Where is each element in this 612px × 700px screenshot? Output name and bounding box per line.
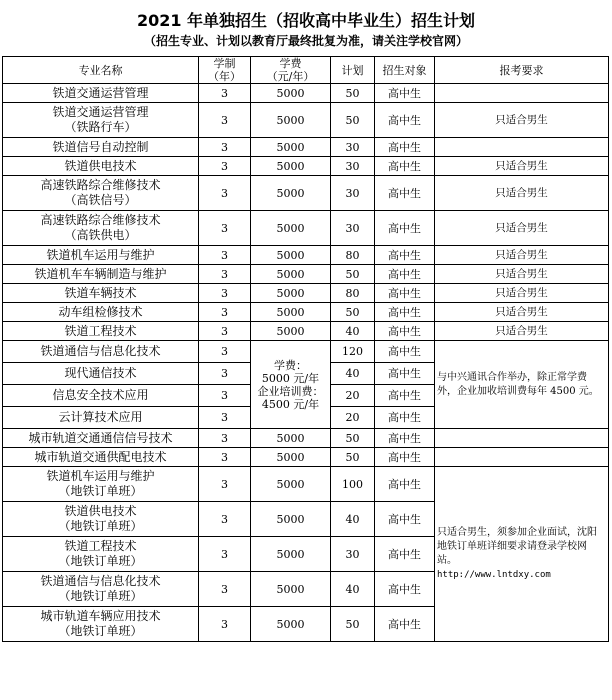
requirement-cell: 只适合男生: [435, 322, 609, 341]
years-cell: 3: [199, 607, 251, 642]
target-cell: 高中生: [375, 363, 435, 385]
header-target: 招生对象: [375, 57, 435, 84]
target-cell: 高中生: [375, 607, 435, 642]
plan-cell: 50: [331, 84, 375, 103]
requirement-cell: 只适合男生: [435, 284, 609, 303]
target-cell: 高中生: [375, 138, 435, 157]
major-name: [3, 303, 199, 322]
plan-cell: 30: [331, 211, 375, 246]
fee-line: 学费：: [274, 358, 307, 372]
major-name: 城市轨道交通供配电技术: [3, 448, 199, 467]
major-name: 现代通信技术: [3, 363, 199, 385]
major-name: [3, 103, 199, 138]
major-name-line: 铁道信号自动控制: [52, 139, 149, 154]
header-fee: 学费 （元/年）: [251, 57, 331, 84]
major-name-line: 铁道交通运营管理: [52, 105, 149, 119]
major-name: [3, 537, 199, 572]
table-row: [3, 157, 609, 176]
header-major: 专业名称: [3, 57, 199, 84]
fee-cell: 5000: [251, 84, 331, 103]
fee-cell: 5000: [251, 246, 331, 265]
fee-cell: 5000: [251, 303, 331, 322]
table-row: [3, 284, 609, 303]
years-cell: 3: [199, 385, 251, 407]
major-name: [3, 246, 199, 265]
target-cell: 高中生: [375, 467, 435, 502]
target-cell: 高中生: [375, 322, 435, 341]
fee-cell: 5000: [251, 265, 331, 284]
fee-cell: 5000: [251, 284, 331, 303]
major-name-line: 铁道通信与信息化技术: [40, 574, 161, 588]
requirement-cell: 只适合男生: [435, 157, 609, 176]
target-cell: 高中生: [375, 84, 435, 103]
major-name: 铁道通信与信息化技术: [3, 341, 199, 363]
table-row: [3, 322, 609, 341]
major-name-line: 高速铁路综合维修技术: [40, 178, 161, 192]
header-requirement: 报考要求: [435, 57, 609, 84]
major-name: 云计算技术应用: [3, 407, 199, 429]
table-row: [3, 341, 609, 363]
plan-cell: 50: [331, 607, 375, 642]
target-cell: 高中生: [375, 211, 435, 246]
target-cell: 高中生: [375, 246, 435, 265]
target-cell: 高中生: [375, 429, 435, 448]
requirement-cell: 只适合男生: [435, 265, 609, 284]
major-name: [3, 157, 199, 176]
years-cell: 3: [199, 138, 251, 157]
target-cell: 高中生: [375, 341, 435, 363]
plan-cell: 80: [331, 284, 375, 303]
table-row: [3, 211, 609, 246]
major-name: [3, 467, 199, 502]
table-row: [3, 265, 609, 284]
fee-cell: 5000: [251, 157, 331, 176]
fee-cell: 5000: [251, 211, 331, 246]
major-name-line: （高铁信号）: [64, 193, 137, 207]
enrollment-table: [2, 56, 609, 642]
requirement-cell: [435, 448, 609, 467]
major-name-line: （地铁订单班）: [58, 589, 143, 603]
school-website-url: http://www.lntdxy.com: [437, 570, 551, 580]
major-name-line: （地铁订单班）: [58, 484, 143, 498]
target-cell: 高中生: [375, 385, 435, 407]
fee-line: 5000 元/年: [261, 371, 320, 385]
target-cell: 高中生: [375, 448, 435, 467]
metro-note: [435, 467, 609, 642]
fee-cell: 5000: [251, 537, 331, 572]
target-cell: 高中生: [375, 502, 435, 537]
target-cell: 高中生: [375, 303, 435, 322]
header-row: [3, 57, 609, 84]
major-name: 信息安全技术应用: [3, 385, 199, 407]
years-cell: 3: [199, 284, 251, 303]
fee-cell: 5000: [251, 138, 331, 157]
table-row: [3, 448, 609, 467]
major-name: [3, 176, 199, 211]
major-name-line: 铁道工程技术: [64, 539, 137, 553]
plan-cell: 30: [331, 138, 375, 157]
plan-cell: 20: [331, 385, 375, 407]
plan-cell: 100: [331, 467, 375, 502]
plan-cell: 40: [331, 322, 375, 341]
years-cell: 3: [199, 211, 251, 246]
major-name: [3, 607, 199, 642]
requirement-cell: [435, 138, 609, 157]
major-name-line: （铁路行车）: [64, 120, 137, 134]
plan-cell: 30: [331, 157, 375, 176]
major-name-line: 铁道车辆技术: [64, 285, 137, 300]
target-cell: 高中生: [375, 176, 435, 211]
major-name-line: （地铁订单班）: [58, 519, 143, 533]
requirement-cell: 只适合男生: [435, 103, 609, 138]
plan-cell: 50: [331, 265, 375, 284]
fee-cell: 5000: [251, 103, 331, 138]
plan-cell: 40: [331, 363, 375, 385]
years-cell: 3: [199, 429, 251, 448]
table-row: [3, 103, 609, 138]
target-cell: 高中生: [375, 103, 435, 138]
page-subtitle: （招生专业、计划以教育厅最终批复为准，请关注学校官网）: [143, 34, 468, 48]
years-cell: 3: [199, 572, 251, 607]
major-name: [3, 572, 199, 607]
fee-cell: 5000: [251, 572, 331, 607]
fee-cell: 5000: [251, 607, 331, 642]
requirement-cell: 只适合男生: [435, 303, 609, 322]
requirement-cell: 只适合男生: [435, 246, 609, 265]
fee-cell: 5000: [251, 322, 331, 341]
plan-cell: 30: [331, 537, 375, 572]
years-cell: 3: [199, 502, 251, 537]
table-row: [3, 138, 609, 157]
major-name: [3, 84, 199, 103]
table-row: [3, 176, 609, 211]
major-name-line: 铁道供电技术: [64, 504, 137, 518]
years-cell: 3: [199, 537, 251, 572]
years-cell: 3: [199, 448, 251, 467]
table-row: [3, 84, 609, 103]
target-cell: 高中生: [375, 407, 435, 429]
plan-cell: 20: [331, 407, 375, 429]
years-cell: 3: [199, 157, 251, 176]
fee-cell: 5000: [251, 502, 331, 537]
plan-cell: 30: [331, 176, 375, 211]
years-cell: 3: [199, 322, 251, 341]
fee-line: 企业培训费：: [257, 384, 324, 398]
major-name-line: 铁道供电技术: [64, 158, 137, 173]
major-name-line: 铁道交通运营管理: [52, 85, 149, 100]
major-name-line: 铁道工程技术: [64, 323, 137, 338]
plan-cell: 50: [331, 429, 375, 448]
major-name: [3, 265, 199, 284]
metro-note-text: 只适合男生，须参加企业面试，沈阳地铁订单班详细要求请登录学校网站。: [437, 527, 597, 566]
fee-cell: 5000: [251, 429, 331, 448]
years-cell: 3: [199, 176, 251, 211]
target-cell: 高中生: [375, 537, 435, 572]
major-name: [3, 211, 199, 246]
major-name-line: 高速铁路综合维修技术: [40, 213, 161, 227]
target-cell: 高中生: [375, 157, 435, 176]
table-row: [3, 303, 609, 322]
plan-cell: 120: [331, 341, 375, 363]
plan-cell: 50: [331, 303, 375, 322]
major-name-line: 铁道机车运用与维护: [46, 247, 155, 262]
plan-cell: 50: [331, 448, 375, 467]
major-name-line: （高铁供电）: [64, 228, 137, 242]
major-name-line: 城市轨道车辆应用技术: [40, 609, 161, 623]
plan-cell: 40: [331, 502, 375, 537]
years-cell: 3: [199, 303, 251, 322]
fee-cell: 5000: [251, 448, 331, 467]
target-cell: 高中生: [375, 265, 435, 284]
years-cell: 3: [199, 103, 251, 138]
plan-cell: 40: [331, 572, 375, 607]
major-name: [3, 138, 199, 157]
years-cell: 3: [199, 265, 251, 284]
plan-cell: 80: [331, 246, 375, 265]
header-years: 学制 （年）: [199, 57, 251, 84]
header-plan: 计划: [331, 57, 375, 84]
major-name-line: （地铁订单班）: [58, 624, 143, 638]
requirement-cell: 只适合男生: [435, 211, 609, 246]
years-cell: 3: [199, 341, 251, 363]
fee-line: 4500 元/年: [261, 397, 320, 411]
table-row: [3, 246, 609, 265]
requirement-cell: 只适合男生: [435, 176, 609, 211]
major-name: [3, 284, 199, 303]
major-name-line: 铁道机车运用与维护: [46, 469, 155, 483]
target-cell: 高中生: [375, 284, 435, 303]
major-name-line: 动车组检修技术: [58, 304, 143, 319]
page-title: 2021 年单独招生（招收高中毕业生）招生计划: [136, 11, 476, 30]
major-name-line: （地铁订单班）: [58, 554, 143, 568]
years-cell: 3: [199, 363, 251, 385]
years-cell: 3: [199, 467, 251, 502]
zte-note: 与中兴通讯合作举办，除正常学费外，企业加收培训费每年 4500 元。: [435, 341, 609, 429]
table-row: [3, 429, 609, 448]
fee-cell: 5000: [251, 176, 331, 211]
target-cell: 高中生: [375, 572, 435, 607]
requirement-cell: [435, 429, 609, 448]
zte-fee-cell: [251, 341, 331, 429]
major-name-line: 铁道机车车辆制造与维护: [34, 266, 167, 281]
years-cell: 3: [199, 84, 251, 103]
plan-cell: 50: [331, 103, 375, 138]
years-cell: 3: [199, 246, 251, 265]
major-name: 城市轨道交通通信信号技术: [3, 429, 199, 448]
major-name: [3, 322, 199, 341]
major-name: [3, 502, 199, 537]
requirement-cell: [435, 84, 609, 103]
fee-cell: 5000: [251, 467, 331, 502]
years-cell: 3: [199, 407, 251, 429]
table-row: [3, 467, 609, 502]
